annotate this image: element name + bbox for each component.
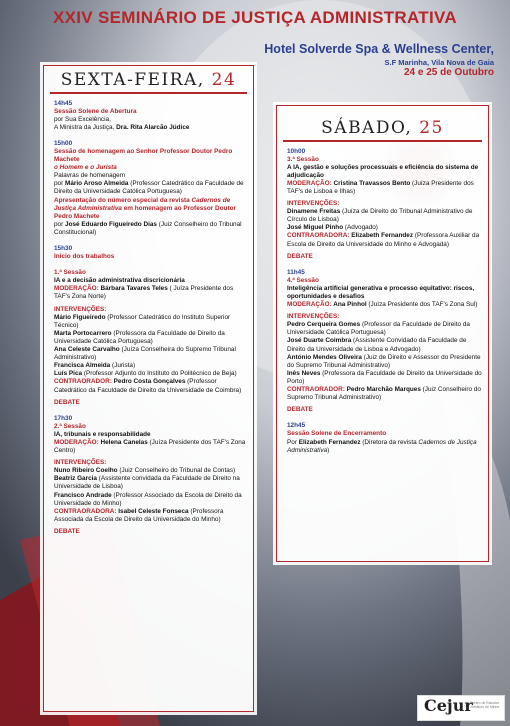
panel-topic: A IA, gestão e soluções processuais e eficiência do sistema de adjudicação — [287, 163, 479, 179]
logo-subtext: Centro de Estudos Jurídicos do Minho — [470, 701, 500, 709]
speaker-desc: (Professora Auxiliar da Escola de Direito da Universidade do Minho e Advogada) — [287, 232, 480, 248]
speaker-name: Mário Aroso Almeida — [65, 180, 129, 188]
speaker-desc: (Professora da Faculdade de Direito da Universidade do Porto) — [287, 369, 482, 385]
day-number: 24 — [211, 70, 237, 90]
debate-label: DEBATE — [54, 527, 80, 535]
text: A Ministra da Justiça, — [54, 123, 117, 131]
speaker-line — [54, 475, 247, 491]
label: CONTRAORADOR: — [54, 378, 112, 386]
speaker-name: Nuno Ribeiro Coelho — [54, 467, 118, 475]
speaker-name: José Duarte Coimbra — [287, 337, 352, 345]
debate-label: DEBATE — [287, 406, 313, 414]
session-time: 12h45 — [287, 422, 306, 430]
speaker-name: Ana Celeste Carvalho — [54, 346, 120, 354]
speaker-name: Pedro Cerqueira Gomes — [287, 321, 361, 329]
session-time: 17h30 — [54, 414, 73, 422]
debate-label: DEBATE — [287, 252, 313, 260]
text-line — [54, 124, 247, 132]
text: Apresentação do número especial da revista — [54, 196, 192, 204]
journal-name: Cadernos de Justiça Administrativa — [54, 196, 231, 212]
session-title: Sessão Solene de Abertura — [54, 107, 137, 115]
speaker-name: Marta Portocarrero — [54, 329, 112, 337]
speaker-line — [287, 208, 482, 224]
speaker-name: José Eduardo Figueiredo Dias — [65, 220, 157, 228]
text-line: por Sua Excelência, — [54, 115, 111, 123]
speaker-name: Luís Pica — [54, 370, 83, 378]
speaker-name: Elizabeth Fernandez — [298, 438, 361, 446]
speaker-desc: (Professor Catedrático da Faculdade de Direito da Universidade de Coimbra) — [54, 378, 242, 394]
label: MODERAÇÃO: — [54, 285, 101, 293]
panel-label: 3.ª Sessão — [287, 155, 319, 163]
session-time: 15h00 — [54, 139, 73, 147]
speaker-line — [54, 492, 247, 508]
speaker-desc: (Professora Associada da Escola de Direito da Universidade do Minho) — [54, 507, 224, 523]
speaker-line — [287, 337, 482, 353]
contraorador-line — [54, 378, 247, 394]
moderation-line — [54, 285, 247, 301]
label: MODERAÇÃO: — [287, 301, 332, 309]
speaker-name: Beatriz Garcia — [54, 475, 97, 483]
panel-label: 4.ª Sessão — [287, 276, 319, 284]
speaker-desc: (Professor Catedrático do Instituto Superior Técnico) — [54, 313, 231, 329]
text-line: Palavras de homenagem — [54, 172, 126, 180]
venue-info — [264, 42, 494, 78]
speaker-name: José Miguel Pinho — [287, 224, 344, 232]
debate-label: DEBATE — [54, 398, 80, 406]
saturday-program — [277, 142, 488, 455]
session-subtitle: o Homem e o Jurista — [54, 164, 117, 172]
panel-label: 1.ª Sessão — [54, 269, 86, 277]
speaker-name: Cristina Travassos Bento — [331, 179, 411, 187]
event-dates: 24 e 25 de Outubro — [403, 67, 494, 78]
speaker-desc: (Juíza Presidente dos TAF's Zona Sul) — [366, 301, 478, 309]
friday-program — [44, 94, 253, 537]
speaker-desc: (Professor da Faculdade de Direito da Universidade Católica Portuguesa) — [287, 321, 470, 337]
friday-heading — [44, 66, 253, 92]
session-title: Início dos trabalhos — [54, 253, 115, 261]
session-title: Sessão Solene de Encerramento — [287, 430, 387, 438]
text: Por — [287, 438, 299, 446]
journal-name: Cadernos de Justiça Administrativa — [287, 438, 477, 454]
session-title: Sessão de homenagem ao Senhor Professor Doutor Pedro Machete — [54, 147, 233, 164]
panel-topic: Inteligência artificial generativa e processo equitativo: riscos, oportunidades e desafios — [287, 284, 475, 300]
interventions-label: INTERVENÇÕES: — [287, 313, 340, 321]
panel-topic: IA e a decisão administrativa discricionária — [54, 277, 185, 285]
contraorador-line — [54, 508, 247, 524]
contraorador-line — [287, 386, 482, 402]
speaker-name: Dra. Rita Alarcão Júdice — [116, 123, 190, 131]
friday-card — [43, 65, 254, 712]
speaker-desc: (Jurista) — [110, 362, 136, 370]
speaker-name: Dinamene Freitas — [287, 208, 341, 216]
text: em homenagem ao Professor Doutor Pedro Machete — [54, 204, 236, 220]
session-time: 10h00 — [287, 147, 306, 155]
text: por — [54, 180, 66, 188]
speaker-line — [287, 370, 482, 386]
speaker-line — [54, 346, 247, 362]
speaker-line — [54, 370, 247, 378]
speaker-name: Pedro Marchão Marques — [344, 386, 421, 394]
session-time: 11h45 — [287, 268, 305, 276]
saturday-card — [276, 105, 489, 562]
speaker-desc: (Juíza de Direito do Tribunal Administrativo de Círculo de Lisboa) — [287, 208, 473, 224]
day-label: SÁBADO, — [321, 118, 413, 138]
moderation-line — [287, 180, 482, 196]
speaker-line — [54, 467, 247, 475]
speaker-line — [287, 354, 482, 370]
session-time: 15h30 — [54, 245, 73, 252]
speaker-name: Helena Canelas — [98, 438, 148, 446]
speaker-name: Francisco Andrade — [54, 491, 112, 499]
speaker-desc: (Advogado) — [343, 224, 378, 232]
day-number: 25 — [419, 118, 444, 138]
interventions-label: INTERVENÇÕES: — [54, 459, 107, 467]
label: MODERAÇÃO: — [54, 438, 99, 446]
speaker-desc: (Professor Catedrático da Faculdade de Direito da Universidade Católica Portuguesa) — [54, 180, 244, 196]
venue-address: S.F Marinha, Vila Nova de Gaia — [384, 58, 494, 67]
day-label: SEXTA-FEIRA, — [60, 70, 205, 90]
speaker-desc: (Juiz Conselheiro do Tribunal Constitucional) — [54, 220, 242, 236]
moderation-line — [54, 439, 247, 455]
speaker-name: Pedro Costa Gonçalves — [111, 378, 186, 386]
speaker-name: Ana Pinhol — [331, 301, 367, 309]
text: (Diretora da revista — [360, 438, 419, 446]
text: ) — [327, 446, 330, 454]
label: MODERAÇÃO: — [287, 179, 332, 187]
contraorador-line — [287, 232, 482, 248]
interventions-label: INTERVENÇÕES: — [54, 305, 107, 313]
speaker-name: Isabel Celeste Fonseca — [116, 507, 189, 515]
speaker-desc: (Juíza Conselheira do Supremo Tribunal Administrativo) — [54, 346, 236, 362]
speaker-desc: (Juíza Presidente dos TAF's de Lisboa e Ilhas) — [287, 179, 474, 195]
text-line — [287, 439, 482, 455]
speaker-name: Bárbara Tavares Teles — [100, 285, 168, 293]
venue-name: Hotel Solverde Spa & Wellness Center, — [264, 42, 494, 56]
text-line — [54, 221, 247, 237]
speaker-desc: ( Juíza Presidente dos TAF's Zona Norte) — [54, 285, 234, 301]
speaker-name: Inês Neves — [287, 369, 321, 377]
speaker-name: Elizabeth Fernandez — [349, 232, 414, 240]
text-line — [54, 197, 247, 221]
text: por — [54, 220, 66, 228]
speaker-desc: (Juiz Conselheiro do Tribunal de Contas) — [117, 467, 236, 475]
speaker-desc: (Juiz de Direito e Assessor do Presidente do Supremo Tribunal Administrativo) — [287, 353, 481, 369]
logo-text: Cejur — [424, 696, 473, 715]
speaker-desc: (Assistente convidada da Faculdade de Direito na Universidade de Lisboa) — [54, 475, 240, 491]
speaker-line — [54, 330, 247, 346]
text-line — [54, 180, 247, 196]
speaker-line — [287, 321, 482, 337]
panel-label: 2.ª Sessão — [54, 422, 86, 430]
speaker-desc: (Juiz Conselheiro do Supremo Tribunal Administrativo) — [287, 386, 481, 402]
speaker-desc: (Juíza Presidente dos TAF's Zona Centro) — [54, 438, 246, 455]
speaker-name: António Mendes Oliveira — [287, 353, 362, 361]
speaker-name: Francisca Almeida — [54, 362, 111, 370]
speaker-desc: (Professor Associado da Escola de Direito da Universidade do Minho) — [54, 491, 242, 507]
event-title: XXIV SEMINÁRIO DE JUSTIÇA ADMINISTRATIVA — [53, 8, 457, 27]
moderation-line — [287, 301, 482, 309]
session-time: 14h45 — [54, 99, 73, 107]
speaker-line — [287, 224, 482, 232]
speaker-line — [54, 314, 247, 330]
speaker-name: Mário Figueiredo — [54, 313, 106, 321]
speaker-desc: (Professora da Faculdade de Direito da Universidade Católica Portuguesa) — [54, 329, 225, 345]
label: CONTRAORADORA: — [287, 232, 350, 240]
label: CONTRAORADORA: — [54, 507, 117, 515]
speaker-desc: (Professor Adjunto do Instituto do Politécnico de Beja) — [82, 370, 237, 378]
speaker-desc: (Assistente Convidado da Faculdade de Direito da Universidade de Lisboa e Advogado) — [287, 337, 467, 353]
label: CONTRAORADOR: — [287, 386, 345, 394]
saturday-heading — [277, 106, 488, 140]
cejur-logo — [417, 695, 505, 721]
interventions-label: INTERVENÇÕES: — [287, 200, 340, 208]
speaker-line — [54, 362, 247, 370]
panel-topic: IA, tribunais e responsabilidade — [54, 430, 151, 438]
